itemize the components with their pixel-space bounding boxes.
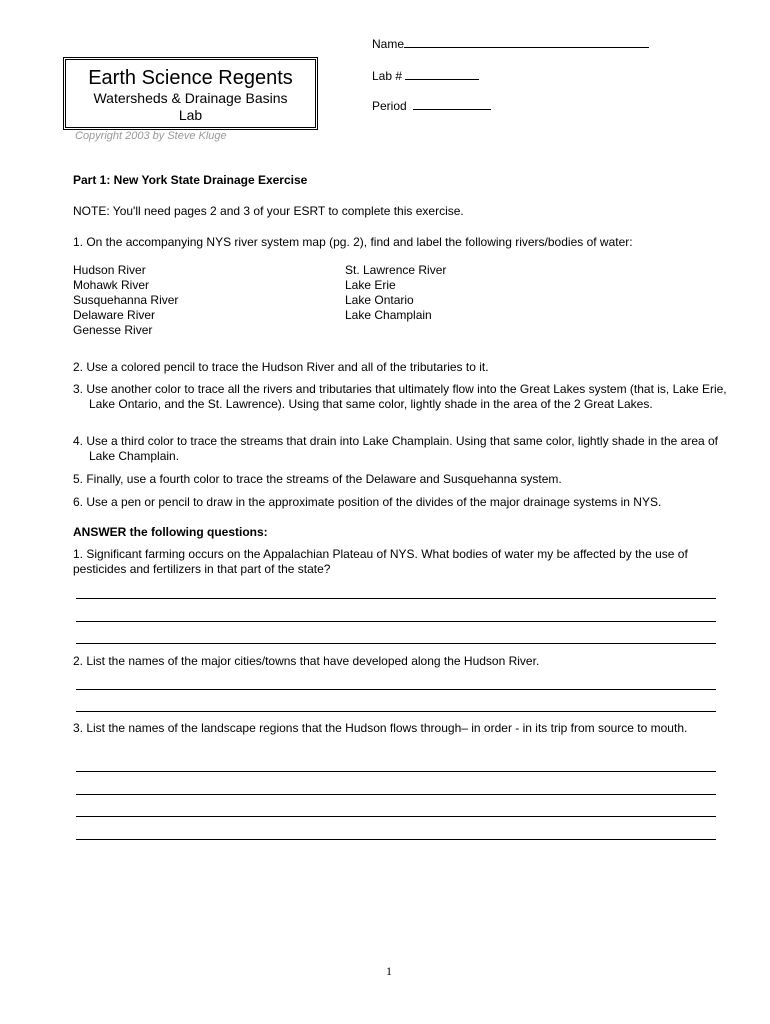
- document-subtitle-lab: Lab: [178, 107, 203, 123]
- list-item: St. Lawrence River: [345, 263, 447, 277]
- rivers-list-right: [345, 263, 446, 323]
- lab-number-blank[interactable]: [405, 68, 479, 80]
- list-item: Delaware River: [73, 308, 156, 322]
- document-subtitle: Watersheds & Drainage Basins: [93, 90, 288, 106]
- name-label: Name: [372, 37, 405, 51]
- answer-line[interactable]: [76, 794, 716, 795]
- list-item: Hudson River: [73, 263, 146, 277]
- answer-line[interactable]: [76, 621, 716, 622]
- answer-question-3: 3. List the names of the landscape regions that the Hudson flows through– in order - in its trip from source to mouth.: [73, 721, 688, 735]
- list-item: Susquehanna River: [73, 293, 179, 307]
- rivers-list-left: [73, 263, 178, 338]
- list-item: Genesse River: [73, 323, 153, 337]
- answer-line[interactable]: [76, 711, 716, 712]
- list-item: Lake Erie: [345, 278, 396, 292]
- question-4: 4. Use a third color to trace the streams that drain into Lake Champlain. Using that same color, lightly shade in the area of Lake Champlain.: [73, 434, 719, 463]
- question-1: 1. On the accompanying NYS river system map (pg. 2), find and label the following rivers/bodies of water:: [73, 235, 633, 249]
- answer-question-2: 2. List the names of the major cities/towns that have developed along the Hudson River.: [73, 654, 540, 668]
- answer-line[interactable]: [76, 643, 716, 644]
- answer-line[interactable]: [76, 598, 716, 599]
- question-3: 3. Use another color to trace all the rivers and tributaries that ultimately flow into the Great Lakes system (that is, Lake Erie, Lake Ontario, and the St. Lawrence). Using that same color, lightly shade in the area of the 2 Great Lakes.: [73, 382, 727, 411]
- title-box: [63, 57, 318, 130]
- question-2: 2. Use a colored pencil to trace the Hudson River and all of the tributaries to it.: [73, 360, 489, 374]
- page-number: 1: [386, 964, 392, 978]
- period-field[interactable]: [372, 98, 491, 113]
- answer-section-heading: ANSWER the following questions:: [73, 525, 268, 539]
- answer-question-1: 1. Significant farming occurs on the Appalachian Plateau of NYS. What bodies of water my be affected by the use of pesticides and fertilizers in that part of the state?: [73, 547, 688, 576]
- lab-number-label: Lab #: [372, 69, 403, 83]
- answer-line[interactable]: [76, 771, 716, 772]
- list-item: Lake Champlain: [345, 308, 432, 322]
- period-blank[interactable]: [413, 98, 491, 110]
- name-blank[interactable]: [404, 36, 649, 48]
- answer-line[interactable]: [76, 839, 716, 840]
- period-label: Period: [372, 99, 407, 113]
- part1-note: NOTE: You'll need pages 2 and 3 of your ESRT to complete this exercise.: [73, 204, 464, 218]
- list-item: Mohawk River: [73, 278, 150, 292]
- list-item: Lake Ontario: [345, 293, 414, 307]
- question-6: 6. Use a pen or pencil to draw in the approximate position of the divides of the major drainage systems in NYS.: [73, 495, 662, 509]
- question-5: 5. Finally, use a fourth color to trace the streams of the Delaware and Susquehanna system.: [73, 472, 562, 486]
- copyright-notice: Copyright 2003 by Steve Kluge: [75, 130, 227, 142]
- name-field[interactable]: [372, 36, 649, 51]
- document-title: Earth Science Regents: [88, 67, 293, 89]
- answer-line[interactable]: [76, 816, 716, 817]
- part1-heading: Part 1: New York State Drainage Exercise: [73, 173, 308, 187]
- answer-line[interactable]: [76, 689, 716, 690]
- lab-number-field[interactable]: [372, 68, 479, 83]
